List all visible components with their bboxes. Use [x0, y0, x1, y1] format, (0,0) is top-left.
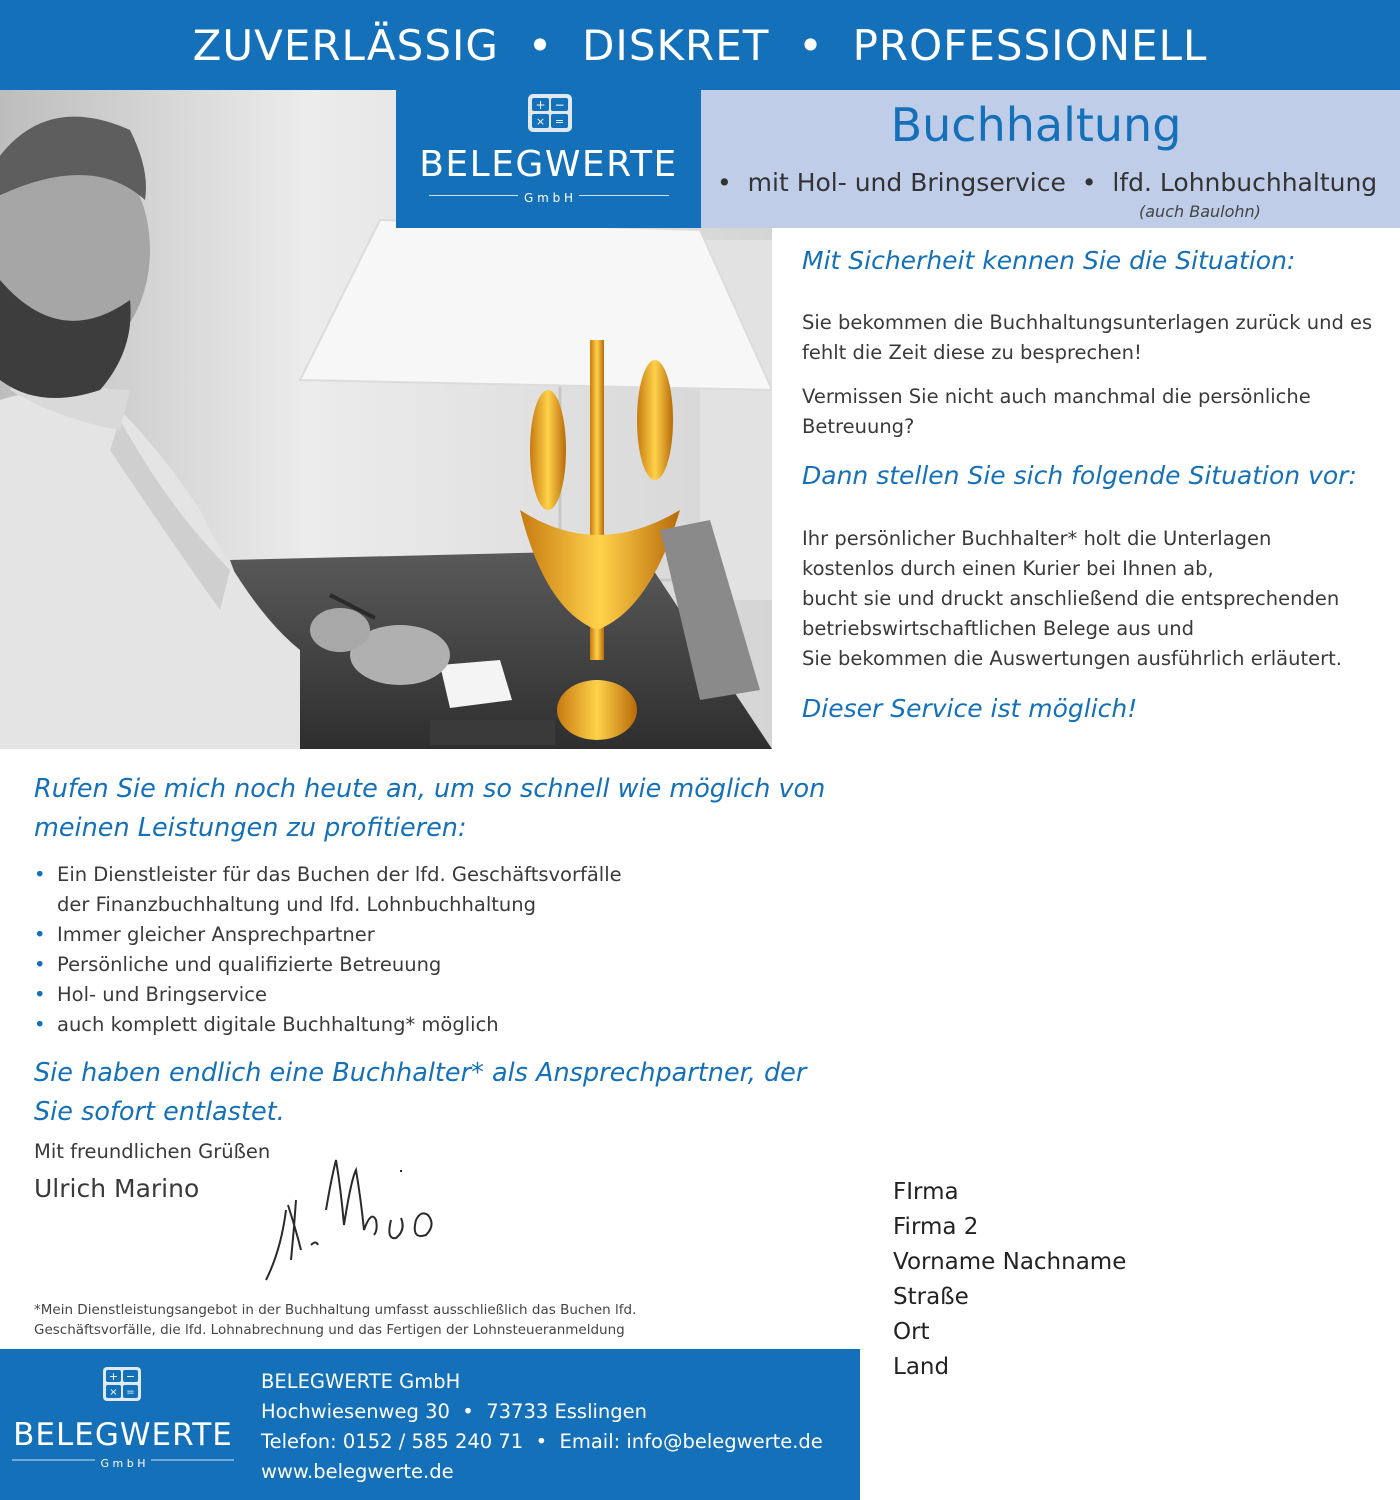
footer-phone-email: Telefon: 0152 / 585 240 71 • Email: info@belegwerte.de	[261, 1430, 823, 1453]
intro-line: Ihr persönlicher Buchhalter* holt die Unterlagen	[802, 527, 1272, 550]
signature-image	[256, 1150, 456, 1290]
logo-header	[396, 90, 701, 228]
service-title: Buchhaltung	[890, 98, 1182, 152]
signoff-greeting: Mit freundlichen Grüßen	[34, 1140, 271, 1163]
svg-text:×: ×	[109, 1387, 118, 1398]
footnote-line-2: Geschäftsvorfälle, die lfd. Lohnabrechnung und das Fertigen der Lohnsteueranmeldung	[34, 1322, 625, 1338]
intro-line: betriebswirtschaftlichen Belege aus und	[802, 617, 1194, 640]
address-line: FIrma	[893, 1179, 959, 1205]
svg-text:×: ×	[535, 115, 546, 128]
footnote	[34, 1300, 674, 1340]
list-item: • Immer gleicher Ansprechpartner	[34, 920, 834, 950]
logo-suffix: G m b H	[396, 187, 701, 206]
tagline: ZUVERLÄSSIG • DISKRET • PROFESSIONELL	[192, 20, 1208, 70]
address-line: Vorname Nachname	[893, 1249, 1127, 1275]
recipient-address	[893, 1175, 1126, 1385]
address-line: Straße	[893, 1284, 969, 1310]
intro-heading-1: Mit Sicherheit kennen Sie die Situation:	[802, 246, 1296, 275]
tagline-bar	[0, 0, 1400, 90]
intro-line: kostenlos durch einen Kurier bei Ihnen ab,	[802, 557, 1214, 580]
address-line: Land	[893, 1354, 950, 1380]
svg-text:−: −	[554, 98, 565, 112]
logo-name: BELEGWERTE	[419, 144, 678, 185]
svg-text:=: =	[126, 1387, 135, 1398]
intro-para-1: Sie bekommen die Buchhaltungsunterlagen zurück und es fehlt die Zeit diese zu besprechen!	[802, 311, 1373, 364]
offer-heading-line-1: Rufen Sie mich noch heute an, um so schnell wie möglich von	[34, 774, 826, 804]
svg-text:+: +	[535, 98, 546, 112]
offer-closing-line-2: Sie sofort entlastet.	[34, 1097, 285, 1127]
address-line: Firma 2	[893, 1214, 979, 1240]
list-item: • Hol- und Bringservice	[34, 980, 834, 1010]
intro-line: Sie bekommen die Auswertungen ausführlich erläutert.	[802, 647, 1342, 670]
footnote-line-1: *Mein Dienstleistungsangebot in der Buchhaltung umfasst ausschließlich das Buchen lfd.	[34, 1302, 637, 1318]
offer-heading-line-2: meinen Leistungen zu profitieren:	[34, 813, 467, 843]
offer-closing-line-1: Sie haben endlich eine Buchhalter* als Ansprechpartner, der	[34, 1058, 807, 1088]
list-item: • auch komplett digitale Buchhaltung* möglich	[34, 1010, 834, 1040]
footer-company: BELEGWERTE GmbH	[261, 1370, 461, 1393]
service-note: (auch Baulohn)	[1139, 202, 1261, 221]
service-items: • mit Hol- und Bringservice • lfd. Lohnbuchhaltung	[717, 168, 1378, 197]
footer-address: Hochwiesenweg 30 • 73733 Esslingen	[261, 1400, 648, 1423]
footer	[0, 1349, 860, 1500]
intro-line: bucht sie und druckt anschließend die entsprechenden	[802, 587, 1340, 610]
intro-heading-2: Dann stellen Sie sich folgende Situation vor:	[802, 461, 1357, 490]
intro-para-2: Vermissen Sie nicht auch manchmal die persönliche Betreuung?	[802, 385, 1311, 438]
offer-section	[34, 770, 834, 1132]
svg-text:=: =	[554, 115, 565, 128]
intro-section	[802, 244, 1382, 723]
offer-bullet-list	[34, 860, 834, 1040]
svg-text:+: +	[108, 1370, 119, 1383]
footer-contact	[261, 1367, 823, 1487]
list-item: • Ein Dienstleister für das Buchen der lfd. Geschäftsvorfälle der Finanzbuchhaltung und lfd. Lohnbuchhaltung	[34, 860, 834, 920]
footer-logo-suffix: G m b H	[0, 1452, 246, 1471]
service-box	[701, 90, 1400, 228]
address-line: Ort	[893, 1319, 930, 1345]
intro-lines	[802, 524, 1342, 674]
list-item: • Persönliche und qualifizierte Betreuung	[34, 950, 834, 980]
footer-website: www.belegwerte.de	[261, 1460, 454, 1483]
signoff-name: Ulrich Marino	[34, 1174, 200, 1203]
svg-text:−: −	[125, 1370, 136, 1383]
footer-logo-name: BELEGWERTE	[13, 1417, 233, 1453]
intro-heading-3: Dieser Service ist möglich!	[802, 694, 1138, 723]
